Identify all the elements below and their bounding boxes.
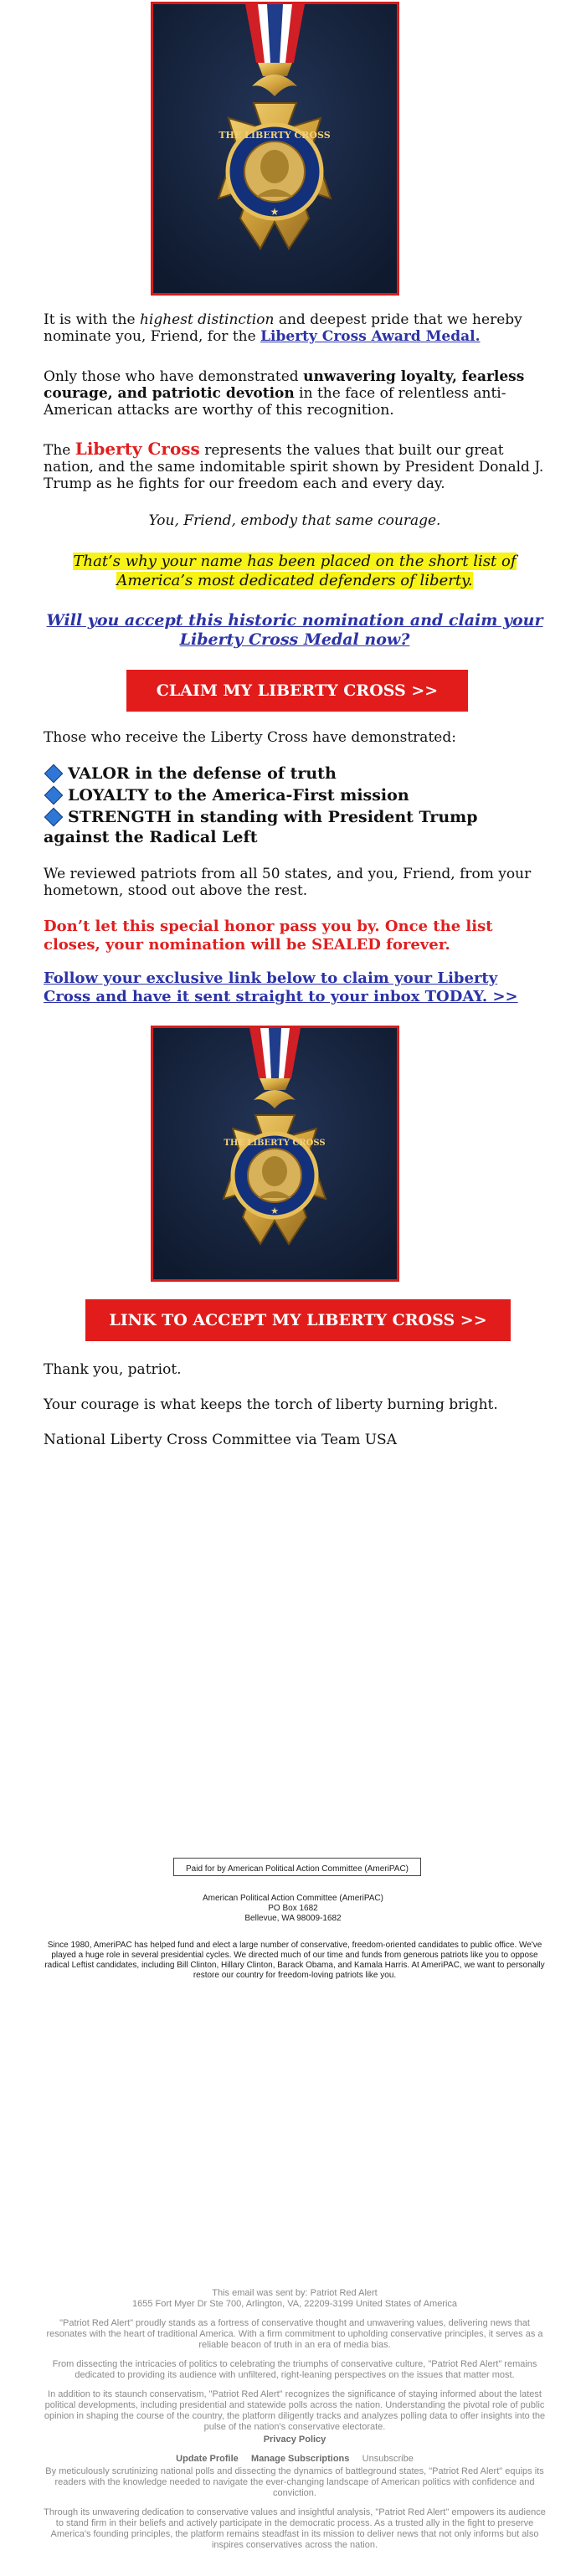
footer-paragraph: Through its unwavering dedication to conservative values and insightful analysis, "Patriot Red Alert" empowers its audience to stand firm in their beliefs and actively participate in the democratic process. As a trusted ally in the fight to preserve America's founding principles, the platform remains steadfast in its mission to deliver news that not only informs but also inspires conservatives across the nation. (44, 2507, 546, 2550)
paid-for-box (173, 1858, 421, 1876)
list-intro: Those who receive the Liberty Cross have demonstrated: (44, 729, 456, 746)
award-medal-link[interactable]: Liberty Cross Award Medal. (260, 328, 481, 345)
list-item-text: STRENGTH in standing with President Trump against the Radical Left (44, 808, 478, 846)
blue-diamond-icon (44, 808, 64, 827)
accept-nomination-link[interactable]: Will you accept this historic nomination and claim your Liberty Cross Medal now? (46, 611, 543, 649)
reviewed-paragraph: We reviewed patriots from all 50 states, and you, Friend, from your hometown, stood out above the rest. (44, 866, 532, 899)
liberty-cross-medal-image[interactable] (151, 2, 399, 296)
medal-ring-text: THE LIBERTY CROSS (224, 1139, 326, 1148)
claim-liberty-cross-button[interactable]: CLAIM MY LIBERTY CROSS >> (126, 670, 468, 712)
warning-paragraph: Don’t let this special honor pass you by. Once the list closes, your nomination will be SEALED forever. (44, 918, 493, 954)
follow-link[interactable]: Follow your exclusive link below to claim your Liberty Cross and have it sent straight to your inbox TODAY. >> (44, 969, 518, 1005)
intro-paragraph-3 (44, 440, 546, 492)
update-profile-link[interactable]: Update Profile (176, 2454, 239, 2464)
intro-text: Only those who have demonstrated (44, 368, 304, 385)
unsubscribe-link[interactable]: Unsubscribe (362, 2454, 414, 2464)
manage-subscriptions-link[interactable]: Manage Subscriptions (251, 2454, 350, 2464)
intro-text: It is with the (44, 311, 140, 328)
medal-illustration (153, 4, 397, 293)
courage-line: Your courage is what keeps the torch of liberty burning bright. (44, 1396, 498, 1413)
liberty-cross-red-text: Liberty Cross (75, 439, 200, 459)
thanks-line: Thank you, patriot. (44, 1361, 182, 1378)
address-line: Bellevue, WA 98009-1682 (244, 1914, 342, 1923)
svg-text:★: ★ (270, 1206, 279, 1216)
blue-diamond-icon (44, 764, 64, 784)
accept-liberty-cross-button[interactable]: LINK TO ACCEPT MY LIBERTY CROSS >> (85, 1299, 511, 1341)
medal-ring-text: THE LIBERTY CROSS (218, 130, 331, 141)
address-line: PO Box 1682 (268, 1904, 318, 1913)
intro-bold: unwavering loyalty, fearless courage, and patriotic devotion (44, 368, 525, 402)
intro-text: in the face of relentless anti-American attacks are worthy of this recognition. (44, 385, 506, 419)
intro-paragraph-1 (44, 311, 546, 345)
svg-text:★: ★ (270, 206, 280, 218)
sent-by: This email was sent by: Patriot Red Alert (212, 2288, 378, 2298)
list-item-text: VALOR in the defense of truth (68, 764, 337, 783)
intro-text: The (44, 442, 75, 459)
list-item (44, 785, 546, 805)
sender-address: 1655 Fort Myer Dr Ste 700, Arlington, VA, 22209-3199 United States of America (131, 2299, 458, 2309)
paid-for-text: Paid for by American Political Action Committee (AmeriPAC) (185, 1864, 409, 1874)
list-item (44, 807, 546, 847)
address-line: American Political Action Committee (AmeriPAC) (203, 1894, 383, 1903)
intro-text: represents the values that built our great nation, and the same indomitable spirit shown by President Donald J. Trump as he fights for our freedom each and every day. (44, 442, 544, 492)
signoff-line: National Liberty Cross Committee via Team USA (44, 1432, 397, 1448)
committee-address (126, 1894, 460, 1924)
email-footer (44, 2288, 546, 2551)
list-item (44, 764, 546, 784)
blue-diamond-icon (44, 786, 64, 805)
intro-paragraph-4: You, Friend, embody that same courage. (148, 512, 441, 529)
intro-emphasis: highest distinction (139, 311, 275, 328)
privacy-policy-link[interactable]: Privacy Policy (263, 2435, 326, 2445)
intro-text: and deepest pride that we hereby nominate you, Friend, for the (44, 311, 522, 345)
footer-paragraph: In addition to its staunch conservatism, "Patriot Red Alert" recognizes the significance of staying informed about the latest political developments, including presidential and statewide polls across the nation. Understanding the pivotal role of public opinion in shaping the course of the country, the platform diligently tracks and analyzes polling data to offer insights into the pulse of the nation's conservative electorate. (44, 2389, 546, 2432)
about-ameripac: Since 1980, AmeriPAC has helped fund and elect a large number of conservative, freedom-oriented candidates to public office. We've played a huge role in several presidential cycles. We directed much of our time and funds from generous patriots like you to oppose radical Leftist candidates, including Bill Clinton, Hillary Clinton, Barack Obama, and Kamala Harris. At AmeriPAC, we want to personally restore our country for freedom-loving patriots like you. (44, 1941, 545, 1980)
footer-paragraph: "Patriot Red Alert" proudly stands as a fortress of conservative thought and unwavering values, delivering news that resonates with the heart of traditional America. With a firm commitment to upholding conservative principles, it serves as a reliable beacon of truth in an era of media bias. (46, 2318, 543, 2350)
footer-paragraph: By meticulously scrutinizing national polls and dissecting the dynamics of battleground states, "Patriot Red Alert" equips its readers with the knowledge needed to navigate the ever-changing landscape of American politics with confidence and conviction. (45, 2466, 544, 2498)
liberty-cross-medal-image-2[interactable] (151, 1026, 399, 1282)
footer-paragraph: From dissecting the intricacies of politics to celebrating the triumphs of conservative culture, "Patriot Red Alert" remains dedicated to providing its audience with unfiltered, right-leaning perspectives on the issues that matter most. (52, 2359, 537, 2380)
medal-illustration (153, 1028, 397, 1279)
short-list-highlight (44, 552, 546, 590)
intro-paragraph-2 (44, 368, 546, 419)
list-item-text: LOYALTY to the America-First mission (68, 786, 409, 805)
highlight-text: That’s why your name has been placed on the short list of America’s most dedicated defenders of liberty. (73, 553, 517, 589)
